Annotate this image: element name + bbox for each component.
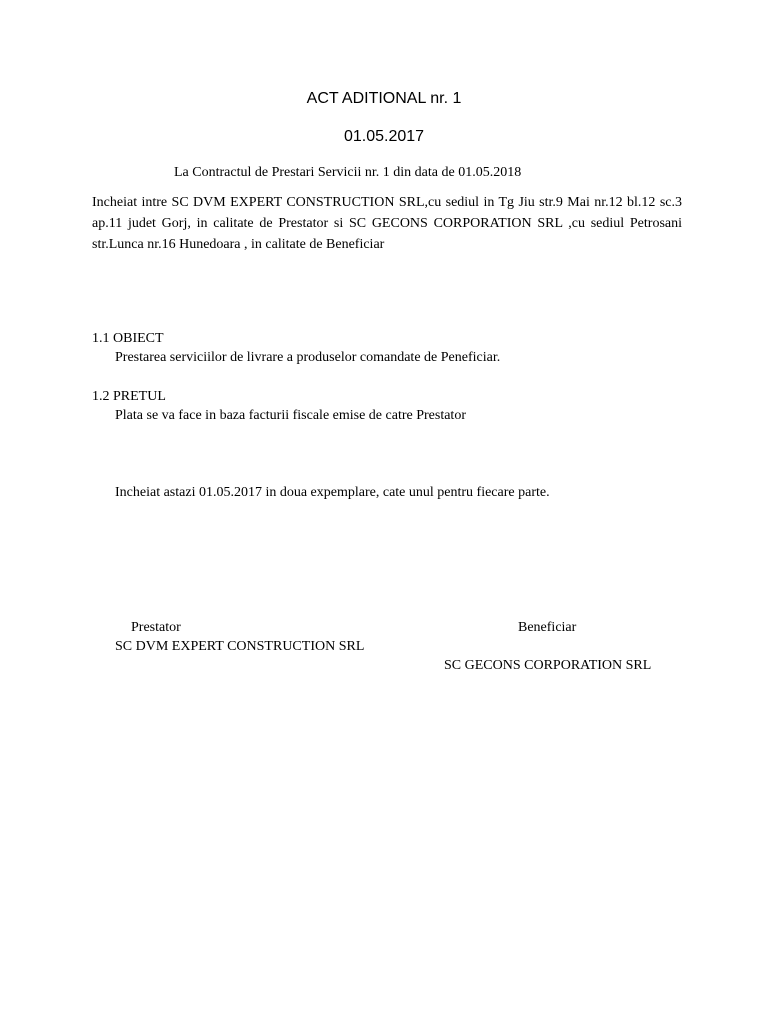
signature-label-prestator: Prestator: [131, 620, 181, 635]
signature-company-beneficiar: SC GECONS CORPORATION SRL: [444, 658, 652, 673]
document-date: 01.05.2017: [343, 128, 425, 145]
closing-statement: Incheiat astazi 01.05.2017 in doua expemplare, cate unul pentru fiecare parte.: [115, 485, 550, 500]
section-body-pretul: Plata se va face in baza facturii fiscale emise de catre Prestator: [115, 408, 466, 423]
document-title: ACT ADITIONAL nr. 1: [306, 90, 462, 107]
section-body-obiect: Prestarea serviciilor de livrare a produselor comandate de Peneficiar.: [115, 350, 501, 365]
section-heading-obiect: 1.1 OBIECT: [92, 331, 164, 346]
section-heading-pretul: 1.2 PRETUL: [92, 389, 166, 404]
intro-paragraph: Incheiat intre SC DVM EXPERT CONSTRUCTION SRL,cu sediul in Tg Jiu str.9 Mai nr.12 bl.12 sc.3 ap.11 judet Gorj, in calitate de Prestator si SC GECONS CORPORATION SRL ,cu sediul Petrosani str.Lunca nr.16 Hunedoara , in calitate de Beneficiar: [92, 195, 682, 252]
signature-label-beneficiar: Beneficiar: [518, 620, 577, 635]
signature-company-prestator: SC DVM EXPERT CONSTRUCTION SRL: [115, 639, 365, 654]
contract-reference: La Contractul de Prestari Servicii nr. 1 din data de 01.05.2018: [174, 165, 522, 180]
